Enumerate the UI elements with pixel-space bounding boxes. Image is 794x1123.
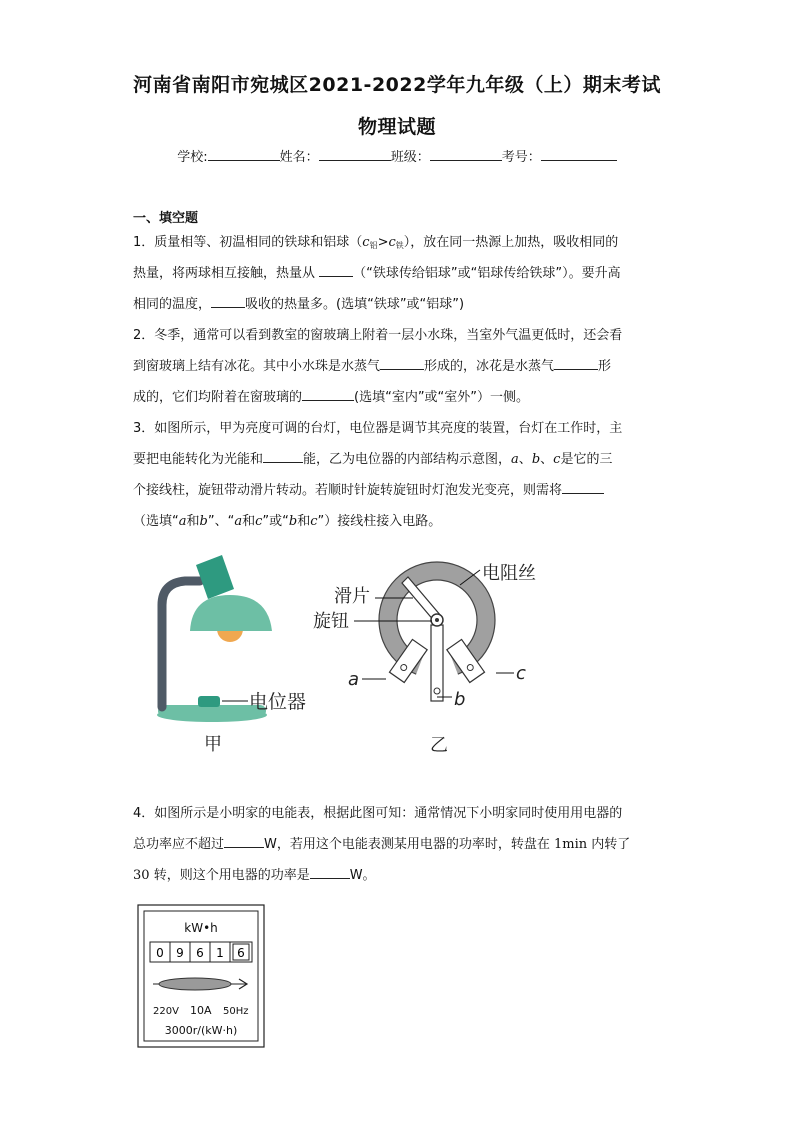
meter-frequency: 50Hz — [223, 1006, 249, 1017]
q3-text: ”或“ — [262, 514, 289, 529]
potentiometer-label: 电位器 — [249, 691, 307, 713]
q2-text: (选填“室内”或“室外”）一侧。 — [354, 390, 530, 405]
q3-text: 要把电能转化为光能和 — [133, 452, 264, 467]
q1-c-symbol: c — [388, 235, 396, 250]
lamp-arm — [162, 581, 200, 707]
q1-gt: > — [377, 235, 389, 250]
q4-text: 4．如图所示是小明家的电能表，根据此图可知：通常情况下小明家同时使用用电器的 — [133, 806, 623, 821]
q3-text: 和 — [186, 514, 200, 529]
meter-digit: 9 — [176, 946, 184, 960]
meter-voltage: 220V — [153, 1006, 179, 1017]
q4-text: 转，则这个用电器的功率是 — [153, 868, 310, 883]
class-label: 班级： — [390, 150, 430, 165]
q3-text: ”）接线柱接入电路。 — [317, 514, 442, 529]
q3-terminal-a: a — [234, 514, 243, 529]
q3-text: 和 — [242, 514, 256, 529]
q1-subscript: 铝 — [369, 241, 378, 250]
q3-text: 3．如图所示，甲为亮度可调的台灯，电位器是调节其亮度的装置，台灯在工作时，主 — [133, 421, 623, 436]
terminal-b-label: b — [454, 689, 466, 710]
figure-label-jia: 甲 — [204, 734, 222, 755]
q3-terminal-a: a — [511, 452, 519, 467]
meter-digit: 0 — [156, 946, 164, 960]
meter-digit-decimal: 6 — [237, 946, 245, 960]
q1-text: 吸收的热量多。(选填“铁球”或“铝球”) — [245, 297, 465, 312]
q1-blank-1[interactable] — [319, 262, 353, 277]
knob-pin — [435, 618, 439, 622]
q3-terminal-c: c — [310, 514, 318, 529]
desk-lamp-illustration — [157, 555, 306, 755]
q3-text: 和 — [297, 514, 311, 529]
q3-text: 是它的三 — [560, 452, 613, 467]
q4-text: W。 — [349, 868, 376, 883]
q3-blank-2[interactable] — [562, 479, 604, 494]
q2-blank-1[interactable] — [380, 355, 424, 370]
exam-subtitle: 物理试题 — [357, 116, 436, 138]
student-info-line — [0, 146, 794, 165]
q2-text: 形成的，冰花是水蒸气 — [424, 359, 555, 374]
q3-sep: 、 — [540, 452, 554, 467]
q1-subscript: 铁 — [395, 241, 404, 250]
q4-count: 30 — [133, 868, 150, 883]
school-field[interactable] — [208, 147, 280, 161]
q4-text: 内转了 — [591, 837, 631, 852]
terminal-b-hole — [434, 688, 440, 694]
figure-3 — [130, 545, 560, 760]
q3-terminal-a: a — [178, 514, 187, 529]
question-4 — [133, 798, 663, 891]
q1-text: ），放在同一热源上加热，吸收相同的 — [403, 235, 619, 250]
electricity-meter — [137, 904, 265, 1048]
q3-terminal-c: c — [553, 452, 561, 467]
figure-label-yi: 乙 — [430, 735, 448, 756]
meter-digit: 6 — [196, 946, 204, 960]
q3-sep: 、 — [518, 452, 532, 467]
meter-rate: 3000r/(kW·h) — [164, 1024, 238, 1037]
q3-text: 能，乙为电位器的内部结构示意图， — [303, 452, 512, 467]
q3-text: 个接线柱，旋钮带动滑片转动。若顺时针旋转旋钮时灯泡发光变亮，则需将 — [133, 483, 563, 498]
q3-terminal-b: b — [288, 514, 298, 529]
meter-current: 10A — [190, 1004, 212, 1017]
question-3 — [133, 413, 663, 537]
q4-text: 总功率应不超过 — [133, 837, 225, 852]
slider-label: 滑片 — [334, 586, 370, 607]
q3-terminal-b: b — [531, 452, 541, 467]
meter-digit: 1 — [216, 946, 224, 960]
q3-terminal-c: c — [255, 514, 263, 529]
name-field[interactable] — [319, 147, 391, 161]
q2-text: 形 — [598, 359, 612, 374]
class-field[interactable] — [430, 147, 502, 161]
q4-blank-1[interactable] — [224, 833, 264, 848]
number-label: 考号： — [501, 150, 541, 165]
potentiometer-knob — [198, 696, 220, 707]
q2-text: 2．冬季，通常可以看到教室的窗玻璃上附着一层小水珠，当室外气温更低时，还会看 — [133, 328, 623, 343]
terminal-c-label: c — [516, 663, 526, 684]
terminal-a-label: a — [348, 669, 360, 690]
q4-blank-2[interactable] — [310, 864, 350, 879]
meter-digits — [150, 942, 252, 962]
q1-c-symbol: c — [362, 235, 370, 250]
q1-text: 相同的温度， — [133, 297, 212, 312]
number-field[interactable] — [541, 147, 617, 161]
q4-time: 1min — [554, 837, 588, 852]
section-heading: 一、填空题 — [133, 211, 199, 226]
lamp-shade — [190, 595, 272, 631]
q1-text: （“铁球传给铝球”或“铝球传给铁球”）。要升高 — [353, 266, 621, 281]
q2-blank-2[interactable] — [554, 355, 598, 370]
q1-text: 热量，将两球相互接触，热量从 — [133, 266, 316, 281]
lamp-head — [196, 555, 234, 599]
name-label: 姓名： — [279, 150, 319, 165]
q1-blank-2[interactable] — [211, 293, 245, 308]
q2-blank-3[interactable] — [302, 386, 354, 401]
knob-label: 旋钮 — [313, 611, 349, 632]
q3-terminal-b: b — [199, 514, 208, 529]
q3-blank-1[interactable] — [263, 448, 303, 463]
q3-text: ”、“ — [207, 514, 235, 529]
q2-text: 到窗玻璃上结有冰花。其中小水珠是水蒸气 — [133, 359, 381, 374]
q3-text: （选填“ — [133, 514, 179, 529]
question-2 — [133, 320, 663, 413]
resistance-wire-label: 电阻丝 — [482, 563, 536, 584]
q1-text: 1．质量相等、初温相同的铁球和铝球（ — [133, 235, 363, 250]
meter-unit: kW•h — [184, 921, 218, 935]
potentiometer-diagram — [313, 562, 536, 756]
question-1 — [133, 227, 663, 320]
school-label: 学校: — [177, 150, 208, 165]
q4-text: W，若用这个电能表测某用电器的功率时，转盘在 — [264, 837, 550, 852]
exam-title: 河南省南阳市宛城区2021-2022学年九年级（上）期末考试 — [133, 74, 661, 96]
q2-text: 成的，它们均附着在窗玻璃的 — [133, 390, 303, 405]
